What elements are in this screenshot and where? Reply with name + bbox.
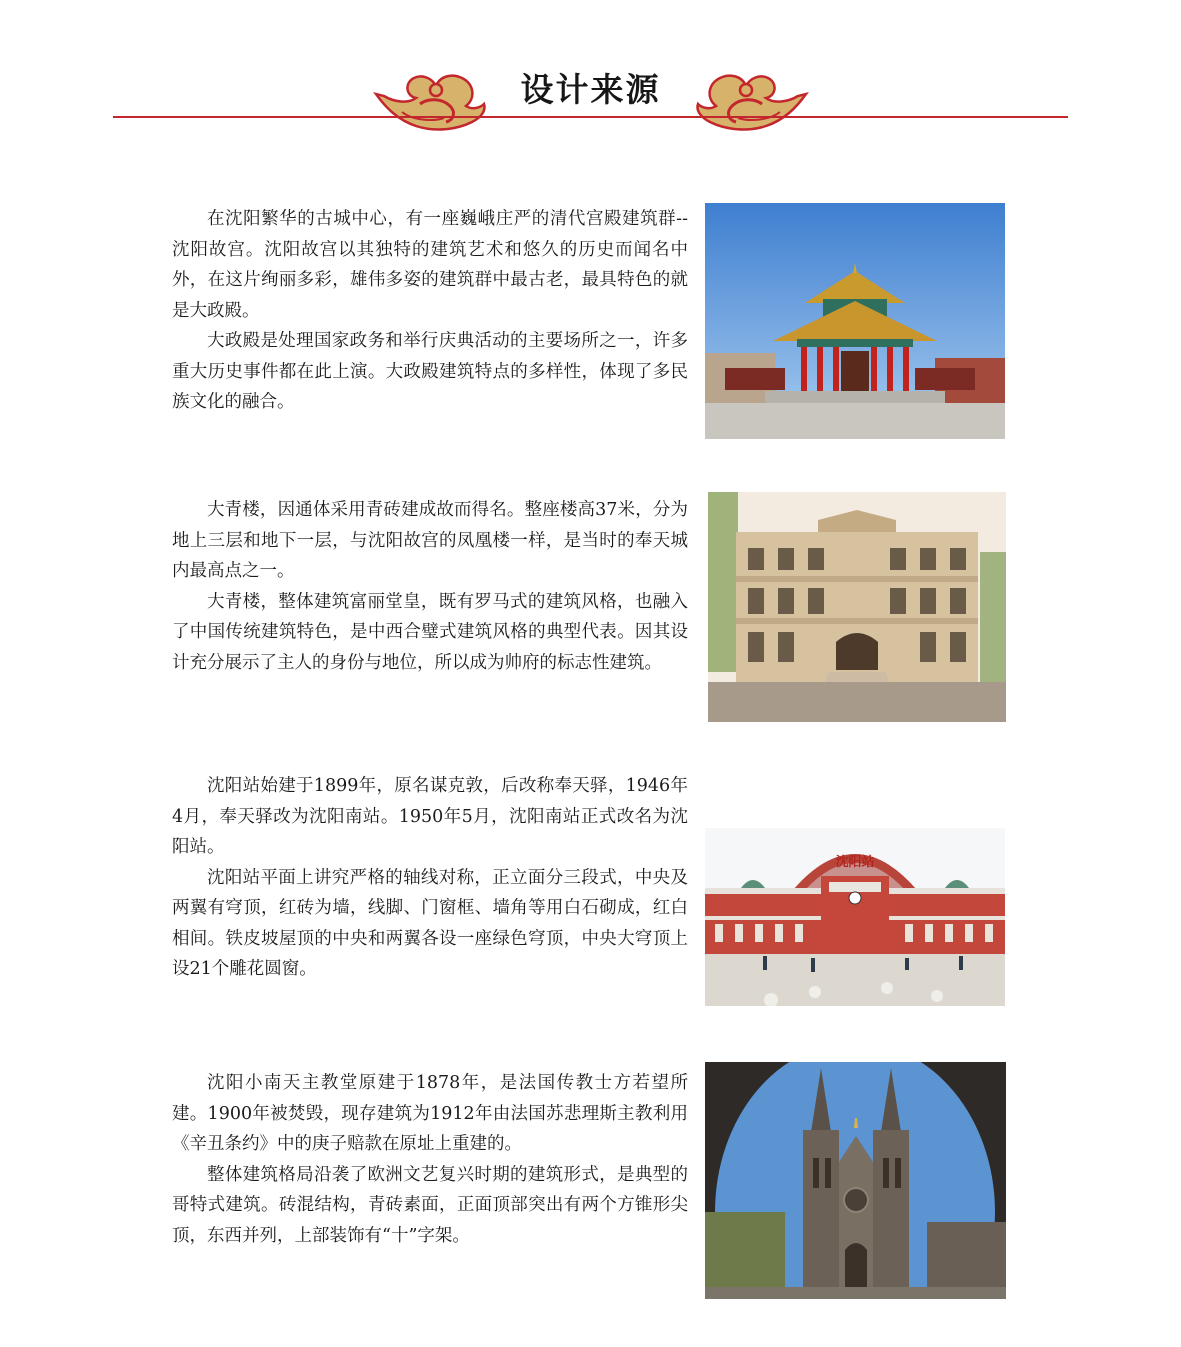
header-divider [113,116,1068,118]
paragraph: 沈阳小南天主教堂原建于1878年，是法国传教士方若望所建。1900年被焚毁，现存建筑为1912年由法国苏悲理斯主教利用《辛丑条约》中的庚子赔款在原址上重建的。 [172,1073,688,1154]
section-daqing-building [172,495,688,678]
paragraph: 大青楼，因通体采用青砖建成故而得名。整座楼高37米，分为地上三层和地下一层，与沈阳故宫的凤凰楼一样，是当时的奉天城内最高点之一。 [172,500,688,581]
auspicious-cloud-icon [694,64,810,134]
octagonal-palace-hall-photo [705,203,1005,439]
gothic-cathedral-photo [705,1062,1006,1299]
paragraph: 沈阳站平面上讲究严格的轴线对称，正立面分三段式，中央及两翼有穹顶，红砖为墙，线脚、门窗框、墙角等用白石砌成，红白相间。铁皮坡屋顶的中央和两翼各设一座绿色穹顶，中央大穹顶上设21个雕花圆窗。 [172,867,688,979]
baroque-mansion-photo [708,492,1006,722]
section-dazheng-hall [172,204,688,418]
section-xiaonan-cathedral [172,1068,688,1251]
paragraph: 在沈阳繁华的古城中心，有一座巍峨庄严的清代宫殿建筑群--沈阳故宫。沈阳故宫以其独特的建筑艺术和悠久的历史而闻名中外，在这片绚丽多彩，雄伟多姿的建筑群中最古老，最具特色的就是大政殿。 [172,209,688,321]
page-title: 设计来源 [520,70,661,109]
paragraph: 大政殿是处理国家政务和举行庆典活动的主要场所之一，许多重大历史事件都在此上演。大政殿建筑特点的多样性，体现了多民族文化的融合。 [172,331,688,412]
station-sign: 沈阳站 [835,855,875,870]
paragraph: 沈阳站始建于1899年，原名谋克敦，后改称奉天驿，1946年4月，奉天驿改为沈阳南站。1950年5月，沈阳南站正式改名为沈阳站。 [172,776,688,857]
railway-station-photo [705,828,1005,1006]
page-header [0,0,1181,135]
paragraph: 整体建筑格局沿袭了欧洲文艺复兴时期的建筑形式，是典型的哥特式建筑。砖混结构，青砖素面，正面顶部突出有两个方锥形尖顶，东西并列，上部装饰有“十”字架。 [172,1164,688,1246]
paragraph: 大青楼，整体建筑富丽堂皇，既有罗马式的建筑风格，也融入了中国传统建筑特色，是中西合璧式建筑风格的典型代表。因其设计充分展示了主人的身份与地位，所以成为帅府的标志性建筑。 [172,591,688,673]
section-shenyang-station [172,771,688,985]
